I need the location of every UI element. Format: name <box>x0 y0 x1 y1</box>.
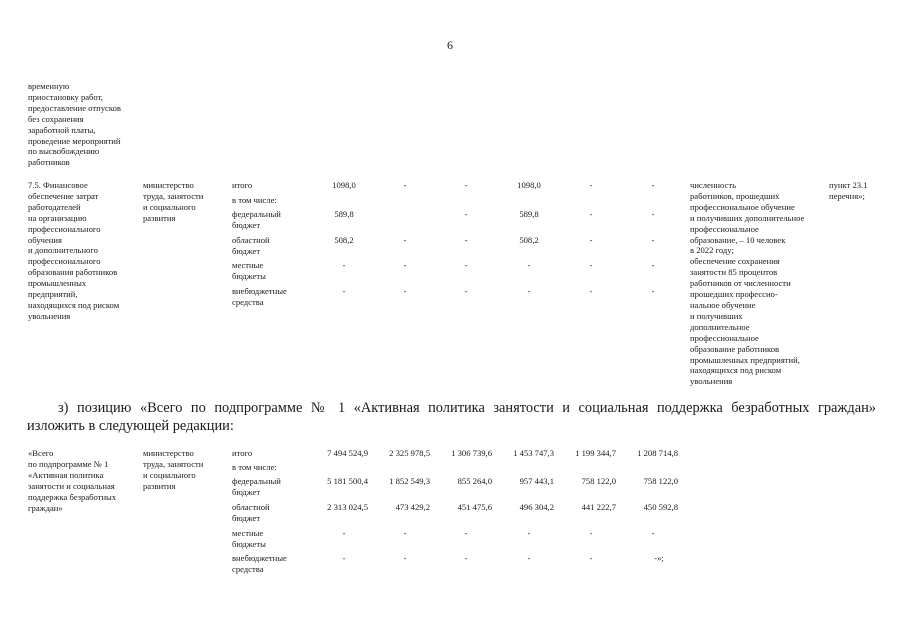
subprogram-total-title <box>28 448 116 513</box>
text-line: и дополнительного <box>28 245 98 256</box>
amendment-paragraph-line: з) позицию «Всего по подпрограмме № 1 «Активная политика занятости и социальная поддержка безработных граждан» <box>58 400 876 416</box>
item-title <box>28 180 119 322</box>
text-line: профессионального <box>28 223 101 234</box>
value-cell: - <box>651 209 655 219</box>
row-label-regional: областной бюджет <box>232 502 270 523</box>
row-label-local: местные бюджеты <box>232 528 266 549</box>
value-cell: - <box>342 528 346 538</box>
value-cell: - <box>527 553 531 563</box>
text-line: министерство <box>143 180 194 190</box>
value-cell: - <box>651 180 655 190</box>
value-cell: 1 199 344,7 <box>575 448 616 458</box>
value-cell: - <box>651 286 655 296</box>
value-cell: 508,2 <box>519 235 539 245</box>
text-line: предоставление отпусков <box>28 102 121 113</box>
value-cell: 450 592,8 <box>643 502 678 512</box>
value-cell: -»; <box>654 553 664 563</box>
value-cell: - <box>342 286 346 296</box>
text-line: по подпрограмме № 1 <box>28 458 109 469</box>
value-cell: - <box>651 235 655 245</box>
row-label-total: итого <box>232 448 253 458</box>
value-cell: 7 494 524,9 <box>327 448 368 458</box>
value-cell: - <box>464 286 468 296</box>
text-line: пункт 23.1 <box>829 180 868 190</box>
value-cell: - <box>651 528 655 538</box>
value-cell: - <box>464 528 468 538</box>
value-cell: 758 122,0 <box>643 476 678 486</box>
value-cell: - <box>464 209 468 219</box>
text-line: без сохранения <box>28 113 84 124</box>
value-cell: 1098,0 <box>332 180 356 190</box>
row-label-total: итого <box>232 180 253 190</box>
page-number: 6 <box>447 38 453 52</box>
value-cell: - <box>403 553 407 563</box>
value-cell: 1 208 714,8 <box>637 448 678 458</box>
value-cell: 473 429,2 <box>395 502 430 512</box>
row-label-including: в том числе: <box>232 195 277 205</box>
text-line: «Активная политика <box>28 469 104 480</box>
text-line: временную <box>28 81 70 91</box>
text-line: предприятий, <box>28 289 78 300</box>
row-label-extrabudget: внебюджетные средства <box>232 286 287 307</box>
value-cell: - <box>464 260 468 270</box>
value-cell: - <box>589 235 593 245</box>
value-cell: - <box>527 260 531 270</box>
text-line: дополнительное <box>690 321 750 332</box>
value-cell: 2 313 024,5 <box>327 502 368 512</box>
value-cell: - <box>403 528 407 538</box>
text-line: труда, занятости <box>143 190 204 201</box>
continued-item-text <box>28 81 121 168</box>
value-cell: 1098,0 <box>517 180 541 190</box>
text-line: находящихся под риском <box>28 299 120 310</box>
value-cell: - <box>589 528 593 538</box>
value-cell: - <box>403 235 407 245</box>
value-cell: - <box>464 235 468 245</box>
text-line: заработной платы, <box>28 124 96 135</box>
text-line: увольнения <box>690 376 733 387</box>
text-line: профессионального <box>28 256 101 267</box>
text-line: работников <box>28 157 70 168</box>
row-label-regional: областной бюджет <box>232 235 270 256</box>
text-line: обеспечение сохранения <box>690 256 780 267</box>
text-line: развития <box>143 480 176 491</box>
text-line: образование, – 10 человек <box>690 234 786 245</box>
value-cell: 1 306 739,6 <box>451 448 492 458</box>
text-line: работников от численности <box>690 278 791 289</box>
text-line: в 2022 году; <box>690 245 734 256</box>
text-line: по высвобождению <box>28 146 100 157</box>
value-cell: 2 325 978,5 <box>389 448 430 458</box>
text-line: работников, прошедших <box>690 190 780 201</box>
text-line: и социального <box>143 201 196 212</box>
value-cell: 855 264,0 <box>457 476 492 486</box>
value-cell: - <box>589 286 593 296</box>
reference <box>829 180 868 202</box>
text-line: работодателей <box>28 201 81 212</box>
text-line: и получивших дополнительное <box>690 212 805 223</box>
text-line: профессиональное обучение <box>690 201 795 212</box>
text-line: и социального <box>143 469 196 480</box>
amendment-paragraph-line: изложить в следующей редакции: <box>27 418 234 434</box>
value-cell: - <box>589 209 593 219</box>
text-line: проведение мероприятий <box>28 135 121 146</box>
text-line: промышленных предприятий, <box>690 354 800 365</box>
executor <box>143 448 203 492</box>
text-line: занятости 85 процентов <box>690 267 778 278</box>
text-line: развития <box>143 212 176 223</box>
value-cell: 589,8 <box>519 209 539 219</box>
text-line: профессиональное <box>690 223 759 234</box>
text-line: обеспечение затрат <box>28 190 99 201</box>
text-line: образования работников <box>28 267 118 278</box>
value-cell: - <box>527 286 531 296</box>
value-cell: - <box>464 180 468 190</box>
value-cell: 451 475,6 <box>457 502 492 512</box>
executor <box>143 180 203 224</box>
row-label-federal: федеральный бюджет <box>232 209 281 230</box>
value-cell: - <box>651 260 655 270</box>
text-line: перечня»; <box>829 190 865 201</box>
value-cell: - <box>403 260 407 270</box>
text-line: нальное обучение <box>690 299 756 310</box>
target-indicator <box>690 180 804 387</box>
value-cell: - <box>527 528 531 538</box>
value-cell: - <box>464 553 468 563</box>
text-line: и получивших <box>690 310 743 321</box>
text-line: образование работников <box>690 343 780 354</box>
value-cell: 1 852 549,3 <box>389 476 430 486</box>
text-line: находящихся под риском <box>690 365 782 376</box>
text-line: приостановку работ, <box>28 91 103 102</box>
value-cell: 441 222,7 <box>581 502 616 512</box>
value-cell: - <box>342 553 346 563</box>
value-cell: 508,2 <box>334 235 354 245</box>
text-line: численность <box>690 180 737 190</box>
row-label-federal: федеральный бюджет <box>232 476 281 497</box>
value-cell: 957 443,1 <box>519 476 554 486</box>
value-cell: 589,8 <box>334 209 354 219</box>
text-line: на организацию <box>28 212 87 223</box>
text-line: увольнения <box>28 310 71 321</box>
row-label-extrabudget: внебюджетные средства <box>232 553 287 574</box>
text-line: 7.5. Финансовое <box>28 180 88 190</box>
text-line: обучения <box>28 234 62 245</box>
value-cell: - <box>589 260 593 270</box>
text-line: поддержка безработных <box>28 491 117 502</box>
value-cell: - <box>403 180 407 190</box>
text-line: прошедших профессио- <box>690 289 778 300</box>
value-cell: 5 181 500,4 <box>327 476 368 486</box>
row-label-local: местные бюджеты <box>232 260 266 281</box>
text-line: «Всего <box>28 448 54 458</box>
text-line: граждан» <box>28 502 63 513</box>
text-line: промышленных <box>28 278 87 289</box>
text-line: труда, занятости <box>143 458 204 469</box>
text-line: профессиональное <box>690 332 759 343</box>
text-line: министерство <box>143 448 194 458</box>
value-cell: 496 304,2 <box>519 502 554 512</box>
value-cell: 758 122,0 <box>581 476 616 486</box>
text-line: занятости и социальная <box>28 480 115 491</box>
value-cell: - <box>342 260 346 270</box>
value-cell: - <box>589 553 593 563</box>
value-cell: 1 453 747,3 <box>513 448 554 458</box>
value-cell: - <box>403 286 407 296</box>
value-cell: - <box>589 180 593 190</box>
row-label-including: в том числе: <box>232 462 277 472</box>
